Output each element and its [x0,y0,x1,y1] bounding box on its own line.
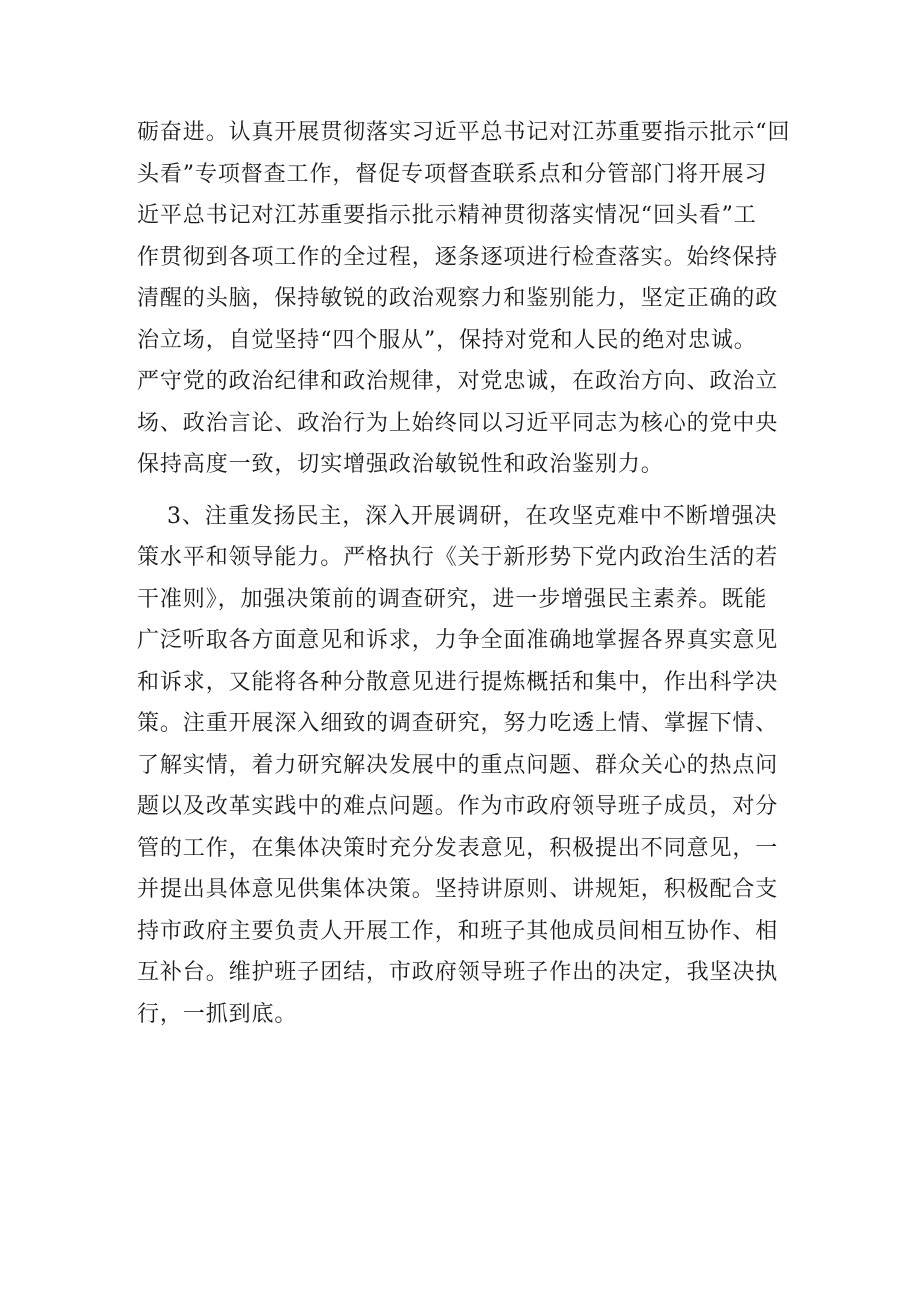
paragraph-line: 广泛听取各方面意见和诉求，力争全面准确地掌握各界真实意见 [137,628,779,653]
paragraph-line: 并提出具体意见供集体决策。坚持讲原则、讲规矩，积极配合支 [137,877,779,902]
paragraph-2 [137,496,797,1036]
paragraph-line: 管的工作，在集体决策时充分发表意见，积极提出不同意见，一 [137,835,779,861]
paragraph-1 [137,112,797,486]
paragraph-line: 题以及改革实践中的难点问题。作为市政府领导班子成员，对分 [137,794,779,819]
paragraph-line: 作贯彻到各项工作的全过程，逐条逐项进行检查落实。始终保持 [137,244,779,270]
paragraph-line: 行，一抓到底。 [137,1001,298,1027]
paragraph-line: 策。注重开展深入细致的调查研究，努力吃透上情、掌握下情、 [137,711,779,736]
paragraph-gap [137,486,797,496]
paragraph-line: 互补台。维护班子团结，市政府领导班子作出的决定，我坚决执 [137,960,779,985]
paragraph-line: 保持高度一致，切实增强政治敏锐性和政治鉴别力。 [137,452,664,477]
paragraph-line: 治立场，自觉坚持“四个服从”，保持对党和人民的绝对忠诚。 [137,327,757,353]
paragraph-line: 3、注重发扬民主，深入开展调研，在攻坚克难中不断增强决 [167,503,778,529]
paragraph-line: 持市政府主要负责人开展工作，和班子其他成员间相互协作、相 [137,918,779,944]
paragraph-line: 清醒的头脑，保持敏锐的政治观察力和鉴别能力，坚定正确的政 [137,286,779,311]
paragraph-line: 策水平和领导能力。严格执行《关于新形势下党内政治生活的若 [137,545,779,570]
paragraph-line: 干准则》，加强决策前的调查研究，进一步增强民主素养。既能 [137,586,768,612]
paragraph-line: 严守党的政治纪律和政治规律，对党忠诚，在政治方向、政治立 [137,369,779,394]
paragraph-line: 近平总书记对江苏重要指示批示精神贯彻落实情况“回头看”工 [137,203,757,228]
paragraph-line: 和诉求，又能将各种分散意见进行提炼概括和集中，作出科学决 [137,669,779,695]
paragraph-line: 场、政治言论、政治行为上始终同以习近平同志为核心的党中央 [137,410,779,436]
paragraph-line: 头看”专项督查工作，督促专项督查联系点和分管部门将开展习 [137,161,768,187]
body-text [137,112,797,1035]
paragraph-line: 了解实情，着力研究解决发展中的重点问题、群众关心的热点问 [137,752,779,778]
paragraph-line: 砺奋进。认真开展贯彻落实习近平总书记对江苏重要指示批示“回 [137,120,791,145]
